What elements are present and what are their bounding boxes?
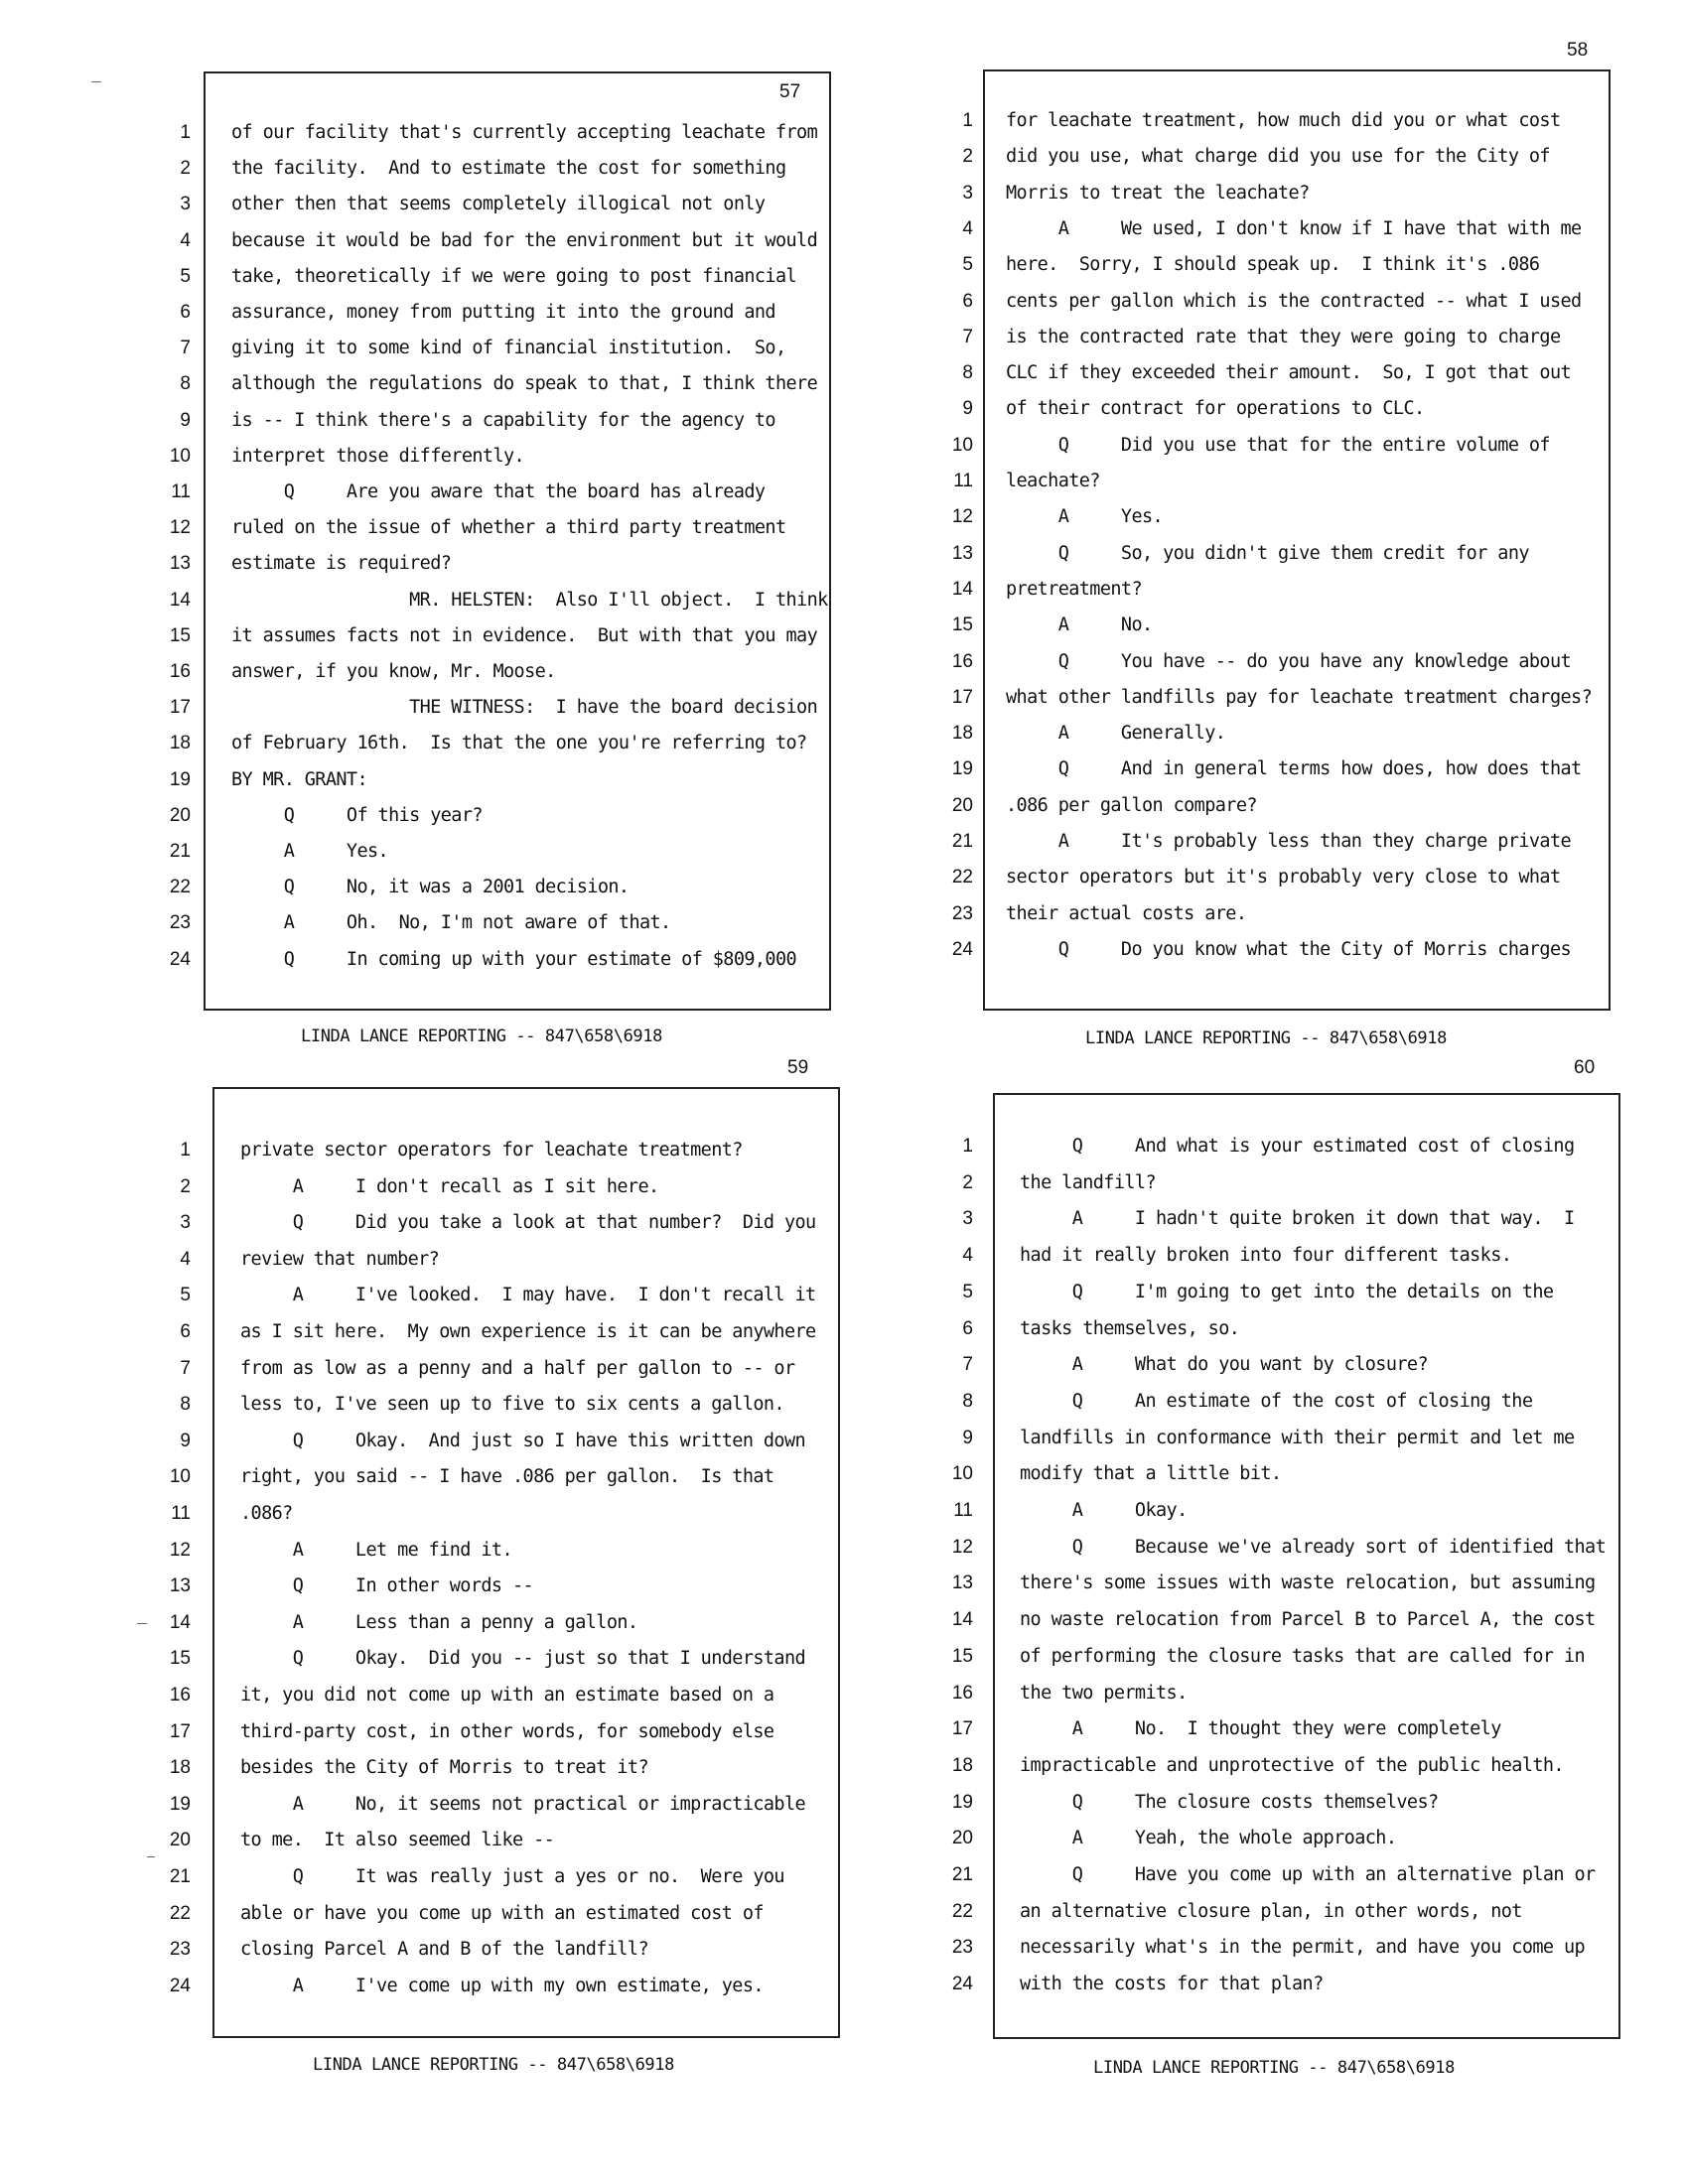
scan-mark xyxy=(91,81,101,82)
line-text: Q An estimate of the cost of closing the xyxy=(1020,1390,1533,1412)
line-text: to me. It also seemed like -- xyxy=(240,1830,555,1851)
line-text: A Generally. xyxy=(1006,723,1226,745)
line-text: A I hadn't quite broken it down that way. I xyxy=(1020,1208,1575,1230)
line-number: 19 xyxy=(169,768,191,790)
transcript-line xyxy=(159,726,807,761)
line-number: 22 xyxy=(169,877,191,898)
line-text: what other landfills pay for leachate treatment charges? xyxy=(1006,686,1593,708)
line-number: 24 xyxy=(951,938,973,960)
transcript-line xyxy=(943,1311,1589,1347)
transcript-line xyxy=(159,115,818,151)
line-number: 9 xyxy=(180,409,191,431)
line-number: 11 xyxy=(171,481,191,502)
line-number: 23 xyxy=(169,1939,191,1961)
line-text: A No, it seems not practical or impracticable xyxy=(240,1793,806,1815)
line-number: 19 xyxy=(951,758,973,780)
line-number: 8 xyxy=(180,373,191,395)
line-number: 2 xyxy=(962,146,973,168)
transcript-line xyxy=(943,1201,1589,1237)
line-number: 4 xyxy=(962,217,973,239)
line-text: MR. HELSTEN: Also I'll object. I think xyxy=(231,589,828,611)
page-footer: LINDA LANCE REPORTING -- 847\658\6918 xyxy=(1085,1028,1447,1048)
line-text: A I don't recall as I sit here. xyxy=(240,1175,659,1197)
line-text: Q It was really just a yes or no. Were you xyxy=(240,1866,784,1887)
transcript-line xyxy=(159,1969,804,2004)
line-number: 5 xyxy=(180,1285,191,1306)
transcript-line xyxy=(943,1930,1589,1966)
line-text: BY MR. GRANT: xyxy=(231,768,367,790)
line-number: 3 xyxy=(180,1212,191,1234)
line-number: 12 xyxy=(169,1539,191,1561)
line-text: the facility. And to estimate the cost for something xyxy=(231,158,786,180)
page-footer: LINDA LANCE REPORTING -- 847\658\6918 xyxy=(313,2055,674,2075)
line-text: impracticable and unprotective of the public health. xyxy=(1020,1754,1564,1776)
line-text: THE WITNESS: I have the board decision xyxy=(231,697,818,719)
transcript-line xyxy=(159,403,804,439)
transcript-line xyxy=(943,751,1589,787)
page-footer: LINDA LANCE REPORTING -- 847\658\6918 xyxy=(1093,2058,1455,2078)
line-text: A No. xyxy=(1006,614,1153,636)
transcript-line xyxy=(159,510,804,546)
line-number: 18 xyxy=(951,1754,973,1776)
transcript-line xyxy=(943,284,1589,320)
transcript-line xyxy=(159,1750,804,1786)
line-text: Q And in general terms how does, how does that xyxy=(1006,758,1582,780)
line-text: Q Are you aware that the board has already xyxy=(231,481,766,502)
transcript-line xyxy=(943,1894,1589,1930)
line-number: 4 xyxy=(962,1245,973,1267)
line-number: 13 xyxy=(169,1575,191,1597)
line-text: Q In other words -- xyxy=(240,1575,534,1597)
line-number: 16 xyxy=(169,1685,191,1706)
transcript-line xyxy=(159,1678,804,1713)
line-number: 24 xyxy=(951,1974,973,1995)
transcript-line xyxy=(159,546,804,582)
line-number: 6 xyxy=(962,1317,973,1339)
line-number: 24 xyxy=(169,948,191,970)
transcript-line xyxy=(159,1169,804,1205)
transcript-line xyxy=(159,1641,804,1677)
line-text: A Yeah, the whole approach. xyxy=(1020,1828,1397,1849)
transcript-line xyxy=(943,1748,1589,1784)
transcript-line xyxy=(159,1351,804,1387)
line-number: 13 xyxy=(951,1572,973,1594)
line-text: Q So, you didn't give them credit for any xyxy=(1006,542,1529,564)
line-number: 7 xyxy=(180,1357,191,1379)
transcript-line xyxy=(943,716,1589,751)
line-text: Q Okay. Did you -- just so that I understand xyxy=(240,1648,806,1670)
transcript-line xyxy=(943,1711,1589,1747)
line-number: 10 xyxy=(951,1463,973,1485)
line-text: Q I'm going to get into the details on the xyxy=(1020,1281,1554,1302)
line-number: 17 xyxy=(169,697,191,719)
transcript-line xyxy=(943,824,1589,860)
line-text: is -- I think there's a capability for the agency to xyxy=(231,409,775,431)
line-number: 10 xyxy=(951,434,973,456)
transcript-line xyxy=(159,1387,804,1423)
line-number: 11 xyxy=(953,1500,973,1521)
line-number: 22 xyxy=(169,1902,191,1924)
line-number: 10 xyxy=(169,445,191,467)
transcript-line xyxy=(159,870,804,905)
line-text: had it really broken into four different tasks. xyxy=(1020,1245,1512,1267)
transcript-line xyxy=(943,139,1589,175)
line-text: is the contracted rate that they were going to charge xyxy=(1006,326,1561,347)
transcript-line xyxy=(159,151,804,187)
transcript-line xyxy=(159,223,818,259)
line-number: 16 xyxy=(951,650,973,672)
line-number: 3 xyxy=(180,194,191,215)
line-number: 17 xyxy=(169,1720,191,1742)
transcript-line xyxy=(943,247,1589,283)
transcript-line xyxy=(943,1165,1589,1201)
line-text: with the costs for that plan? xyxy=(1020,1974,1324,1995)
line-text: as I sit here. My own experience is it can be anywhere xyxy=(240,1321,816,1342)
line-text: of performing the closure tasks that are called for in xyxy=(1020,1645,1586,1667)
transcript-line xyxy=(159,798,804,834)
transcript-line xyxy=(159,331,804,366)
line-number: 18 xyxy=(169,1757,191,1779)
transcript-line xyxy=(159,1787,804,1823)
line-text: CLC if they exceeded their amount. So, I got that out xyxy=(1006,362,1572,384)
transcript-line xyxy=(943,176,1589,211)
line-text: Q Because we've already sort of identified that xyxy=(1020,1536,1607,1558)
line-number: 1 xyxy=(180,122,191,143)
line-text: necessarily what's in the permit, and have you come up xyxy=(1020,1937,1586,1959)
line-number: 17 xyxy=(951,1718,973,1740)
line-number: 23 xyxy=(951,1937,973,1959)
line-text: Q Have you come up with an alternative plan or xyxy=(1020,1864,1596,1885)
transcript-line xyxy=(159,1896,804,1932)
line-number: 20 xyxy=(169,1830,191,1851)
line-number: 4 xyxy=(180,229,191,251)
line-number: 5 xyxy=(180,265,191,287)
transcript-line xyxy=(159,1533,804,1569)
line-number: 14 xyxy=(951,1609,973,1631)
line-text: Q Did you take a look at that number? Did you xyxy=(240,1212,816,1234)
line-text: right, you said -- I have .086 per gallon. Is that xyxy=(240,1466,774,1488)
line-text: less to, I've seen up to five to six cents a gallon. xyxy=(240,1394,784,1416)
transcript-line xyxy=(159,187,804,222)
line-text: because it would be bad for the environment but it would xyxy=(231,229,818,251)
line-number: 24 xyxy=(169,1975,191,1996)
line-number: 19 xyxy=(169,1793,191,1815)
line-number: 23 xyxy=(951,902,973,924)
transcript-line xyxy=(943,1785,1589,1821)
line-number: 15 xyxy=(169,1648,191,1670)
line-text: an alternative closure plan, in other words, not xyxy=(1020,1900,1522,1922)
line-text: estimate is required? xyxy=(231,553,452,575)
line-number: 18 xyxy=(169,733,191,754)
line-text: did you use, what charge did you use for the City of xyxy=(1006,146,1550,168)
line-text: A Okay. xyxy=(1020,1500,1188,1521)
line-number: 20 xyxy=(951,1828,973,1849)
transcript-line xyxy=(159,1859,804,1895)
line-number: 9 xyxy=(180,1430,191,1451)
line-text: A It's probably less than they charge private xyxy=(1006,831,1572,852)
line-text: interpret those differently. xyxy=(231,445,525,467)
line-text: landfills in conformance with their permit and let me xyxy=(1020,1427,1575,1448)
transcript-line xyxy=(159,834,804,870)
line-text: here. Sorry, I should speak up. I think it's .086 xyxy=(1006,254,1540,276)
transcript-line xyxy=(943,644,1589,680)
transcript-line xyxy=(943,608,1589,643)
transcript-line xyxy=(943,1384,1589,1420)
line-text: Q No, it was a 2001 decision. xyxy=(231,877,630,898)
transcript-line xyxy=(943,572,1589,608)
line-number: 4 xyxy=(180,1248,191,1270)
scan-mark xyxy=(137,1623,147,1624)
line-text: Q You have -- do you have any knowledge about xyxy=(1006,650,1572,672)
line-text: leachate? xyxy=(1006,471,1100,491)
line-number: 1 xyxy=(962,110,973,131)
line-number: 5 xyxy=(962,254,973,276)
line-number: 5 xyxy=(962,1281,973,1302)
line-number: 2 xyxy=(180,1175,191,1197)
line-number: 9 xyxy=(962,1427,973,1448)
transcript-line xyxy=(943,1566,1596,1601)
transcript-line xyxy=(943,391,1589,427)
transcript-line xyxy=(159,762,804,798)
line-number: 3 xyxy=(962,1208,973,1230)
line-number: 12 xyxy=(951,1536,973,1558)
transcript-line xyxy=(943,464,1589,499)
line-text: .086? xyxy=(240,1503,293,1524)
transcript-line xyxy=(943,1857,1596,1893)
transcript-line xyxy=(943,428,1589,464)
transcript-line xyxy=(943,536,1589,572)
line-text: Q In coming up with your estimate of $809,000 xyxy=(231,948,797,970)
line-number: 8 xyxy=(962,1390,973,1412)
transcript-line xyxy=(159,366,818,402)
line-number: 21 xyxy=(169,841,191,862)
transcript-line xyxy=(943,1530,1607,1566)
transcript-line xyxy=(943,1238,1589,1274)
line-number: 16 xyxy=(951,1682,973,1704)
line-number: 15 xyxy=(951,614,973,636)
page-number: 60 xyxy=(1574,1057,1596,1078)
line-number: 14 xyxy=(169,589,191,611)
transcript-line xyxy=(943,1821,1589,1856)
line-text: A Yes. xyxy=(231,841,389,862)
line-text: Q Do you know what the City of Morris charges xyxy=(1006,938,1572,960)
line-text: A What do you want by closure? xyxy=(1020,1354,1428,1376)
line-number: 18 xyxy=(951,723,973,745)
transcript-line xyxy=(943,103,1589,139)
line-number: 16 xyxy=(169,661,191,682)
line-text: .086 per gallon compare? xyxy=(1006,794,1257,816)
line-text: A I've come up with my own estimate, yes. xyxy=(240,1975,764,1996)
line-text: the landfill? xyxy=(1020,1171,1156,1193)
line-text: A We used, I don't know if I have that with me xyxy=(1006,217,1582,239)
line-text: Q The closure costs themselves? xyxy=(1020,1791,1439,1813)
line-text: A Oh. No, I'm not aware of that. xyxy=(231,912,671,934)
transcript-line xyxy=(159,1932,804,1968)
line-number: 23 xyxy=(169,912,191,934)
transcript-line xyxy=(159,1823,804,1858)
line-text: Q Did you use that for the entire volume of xyxy=(1006,434,1550,456)
line-number: 12 xyxy=(951,506,973,528)
transcript-line xyxy=(159,1424,804,1459)
transcript-line xyxy=(159,1605,804,1641)
line-text: tasks themselves, so. xyxy=(1020,1317,1240,1339)
transcript-line xyxy=(943,680,1593,716)
line-text: other then that seems completely illogical not only xyxy=(231,194,766,215)
line-number: 2 xyxy=(962,1171,973,1193)
transcript-line xyxy=(159,1314,816,1350)
line-number: 7 xyxy=(962,1354,973,1376)
transcript-line xyxy=(159,1569,804,1604)
line-number: 6 xyxy=(180,302,191,323)
transcript-line xyxy=(159,1496,804,1532)
line-text: assurance, money from putting it into the ground and xyxy=(231,302,775,323)
line-number: 3 xyxy=(962,182,973,204)
line-text: A Yes. xyxy=(1006,506,1164,528)
transcript-line xyxy=(943,1456,1589,1492)
transcript-line xyxy=(159,905,804,941)
transcript-line xyxy=(943,1602,1596,1638)
transcript-line xyxy=(943,1493,1589,1529)
transcript-line xyxy=(943,1421,1589,1456)
line-number: 8 xyxy=(962,362,973,384)
transcript-line xyxy=(943,211,1589,247)
line-number: 6 xyxy=(962,290,973,312)
line-text: besides the City of Morris to treat it? xyxy=(240,1757,648,1779)
line-text: A Less than a penny a gallon. xyxy=(240,1611,638,1633)
transcript-line xyxy=(159,295,804,331)
transcript-line xyxy=(159,654,804,690)
line-number: 10 xyxy=(169,1466,191,1488)
line-number: 11 xyxy=(171,1503,191,1524)
transcript-line xyxy=(159,1278,816,1313)
line-number: 7 xyxy=(962,326,973,347)
transcript-line xyxy=(159,439,804,475)
transcript-line xyxy=(943,788,1589,824)
line-text: private sector operators for leachate treatment? xyxy=(240,1140,743,1160)
line-text: Q Okay. And just so I have this written down xyxy=(240,1430,806,1451)
line-text: for leachate treatment, how much did you or what cost xyxy=(1006,110,1561,131)
transcript-line xyxy=(159,1714,804,1750)
transcript-line xyxy=(943,1347,1589,1383)
line-number: 2 xyxy=(180,158,191,180)
transcript-line xyxy=(159,942,804,978)
transcript-line xyxy=(159,475,804,510)
line-text: no waste relocation from Parcel B to Parcel A, the cost xyxy=(1020,1609,1596,1631)
line-text: Morris to treat the leachate? xyxy=(1006,182,1310,204)
line-number: 1 xyxy=(962,1136,973,1157)
line-text: of their contract for operations to CLC. xyxy=(1006,398,1425,420)
transcript-line xyxy=(943,320,1589,355)
transcript-line xyxy=(943,1967,1589,2002)
line-number: 15 xyxy=(169,624,191,646)
line-number: 20 xyxy=(169,804,191,826)
line-number: 21 xyxy=(951,1864,973,1885)
line-text: of our facility that's currently accepting leachate from xyxy=(231,122,818,143)
transcript-line xyxy=(943,860,1589,895)
line-text: take, theoretically if we were going to post financial xyxy=(231,265,797,287)
line-text: Q And what is your estimated cost of closing xyxy=(1020,1136,1575,1157)
line-text: able or have you come up with an estimated cost of xyxy=(240,1902,764,1924)
line-text: giving it to some kind of financial institution. So, xyxy=(231,338,786,359)
line-number: 1 xyxy=(180,1140,191,1160)
line-text: pretreatment? xyxy=(1006,578,1142,600)
transcript-line xyxy=(159,1205,816,1241)
transcript-line xyxy=(159,583,828,618)
line-text: it assumes facts not in evidence. But with that you may xyxy=(231,624,818,646)
line-text: although the regulations do speak to that, I think there xyxy=(231,373,818,395)
page-number: 58 xyxy=(1567,40,1589,61)
line-text: review that number? xyxy=(240,1248,440,1270)
transcript-line xyxy=(943,932,1589,968)
line-text: cents per gallon which is the contracted -- what I used xyxy=(1006,290,1582,312)
line-number: 7 xyxy=(180,338,191,359)
page-number: 57 xyxy=(779,81,801,102)
line-number: 13 xyxy=(169,553,191,575)
line-number: 14 xyxy=(951,578,973,600)
line-text: third-party cost, in other words, for somebody else xyxy=(240,1720,774,1742)
line-text: there's some issues with waste relocation, but assuming xyxy=(1020,1572,1596,1594)
line-text: answer, if you know, Mr. Moose. xyxy=(231,661,556,682)
transcript-line xyxy=(159,259,804,295)
line-number: 20 xyxy=(951,794,973,816)
line-number: 11 xyxy=(953,471,973,491)
line-text: Q Of this year? xyxy=(231,804,483,826)
line-number: 22 xyxy=(951,1900,973,1922)
page-footer: LINDA LANCE REPORTING -- 847\658\6918 xyxy=(301,1026,662,1046)
transcript-line xyxy=(159,1133,804,1168)
line-text: it, you did not come up with an estimate based on a xyxy=(240,1685,774,1706)
line-text: ruled on the issue of whether a third party treatment xyxy=(231,517,786,539)
transcript-line xyxy=(159,1242,804,1278)
line-number: 9 xyxy=(962,398,973,420)
line-text: closing Parcel A and B of the landfill? xyxy=(240,1939,648,1961)
line-number: 17 xyxy=(951,686,973,708)
transcript-line xyxy=(943,1676,1589,1711)
line-text: A Let me find it. xyxy=(240,1539,512,1561)
transcript-line xyxy=(159,1459,804,1495)
transcript-line xyxy=(943,355,1589,391)
line-number: 22 xyxy=(951,867,973,888)
transcript-line xyxy=(943,1275,1589,1310)
line-text: their actual costs are. xyxy=(1006,902,1247,924)
line-number: 12 xyxy=(169,517,191,539)
page-number: 59 xyxy=(787,1057,809,1078)
line-number: 19 xyxy=(951,1791,973,1813)
transcript-line xyxy=(159,618,818,654)
transcript-line xyxy=(159,690,818,726)
line-number: 13 xyxy=(951,542,973,564)
transcript-line xyxy=(943,499,1589,535)
line-text: the two permits. xyxy=(1020,1682,1188,1704)
line-number: 15 xyxy=(951,1645,973,1667)
transcript-line xyxy=(943,1129,1589,1164)
line-number: 6 xyxy=(180,1321,191,1342)
line-text: A No. I thought they were completely xyxy=(1020,1718,1501,1740)
line-text: of February 16th. Is that the one you're referring to? xyxy=(231,733,807,754)
line-text: A I've looked. I may have. I don't recall it xyxy=(240,1285,816,1306)
line-number: 21 xyxy=(169,1866,191,1887)
line-text: sector operators but it's probably very close to what xyxy=(1006,867,1561,888)
line-number: 8 xyxy=(180,1394,191,1416)
line-text: from as low as a penny and a half per gallon to -- or xyxy=(240,1357,795,1379)
transcript-line xyxy=(943,1639,1589,1675)
line-text: modify that a little bit. xyxy=(1020,1463,1282,1485)
line-number: 21 xyxy=(951,831,973,852)
line-number: 14 xyxy=(169,1611,191,1633)
transcript-line xyxy=(943,896,1589,932)
